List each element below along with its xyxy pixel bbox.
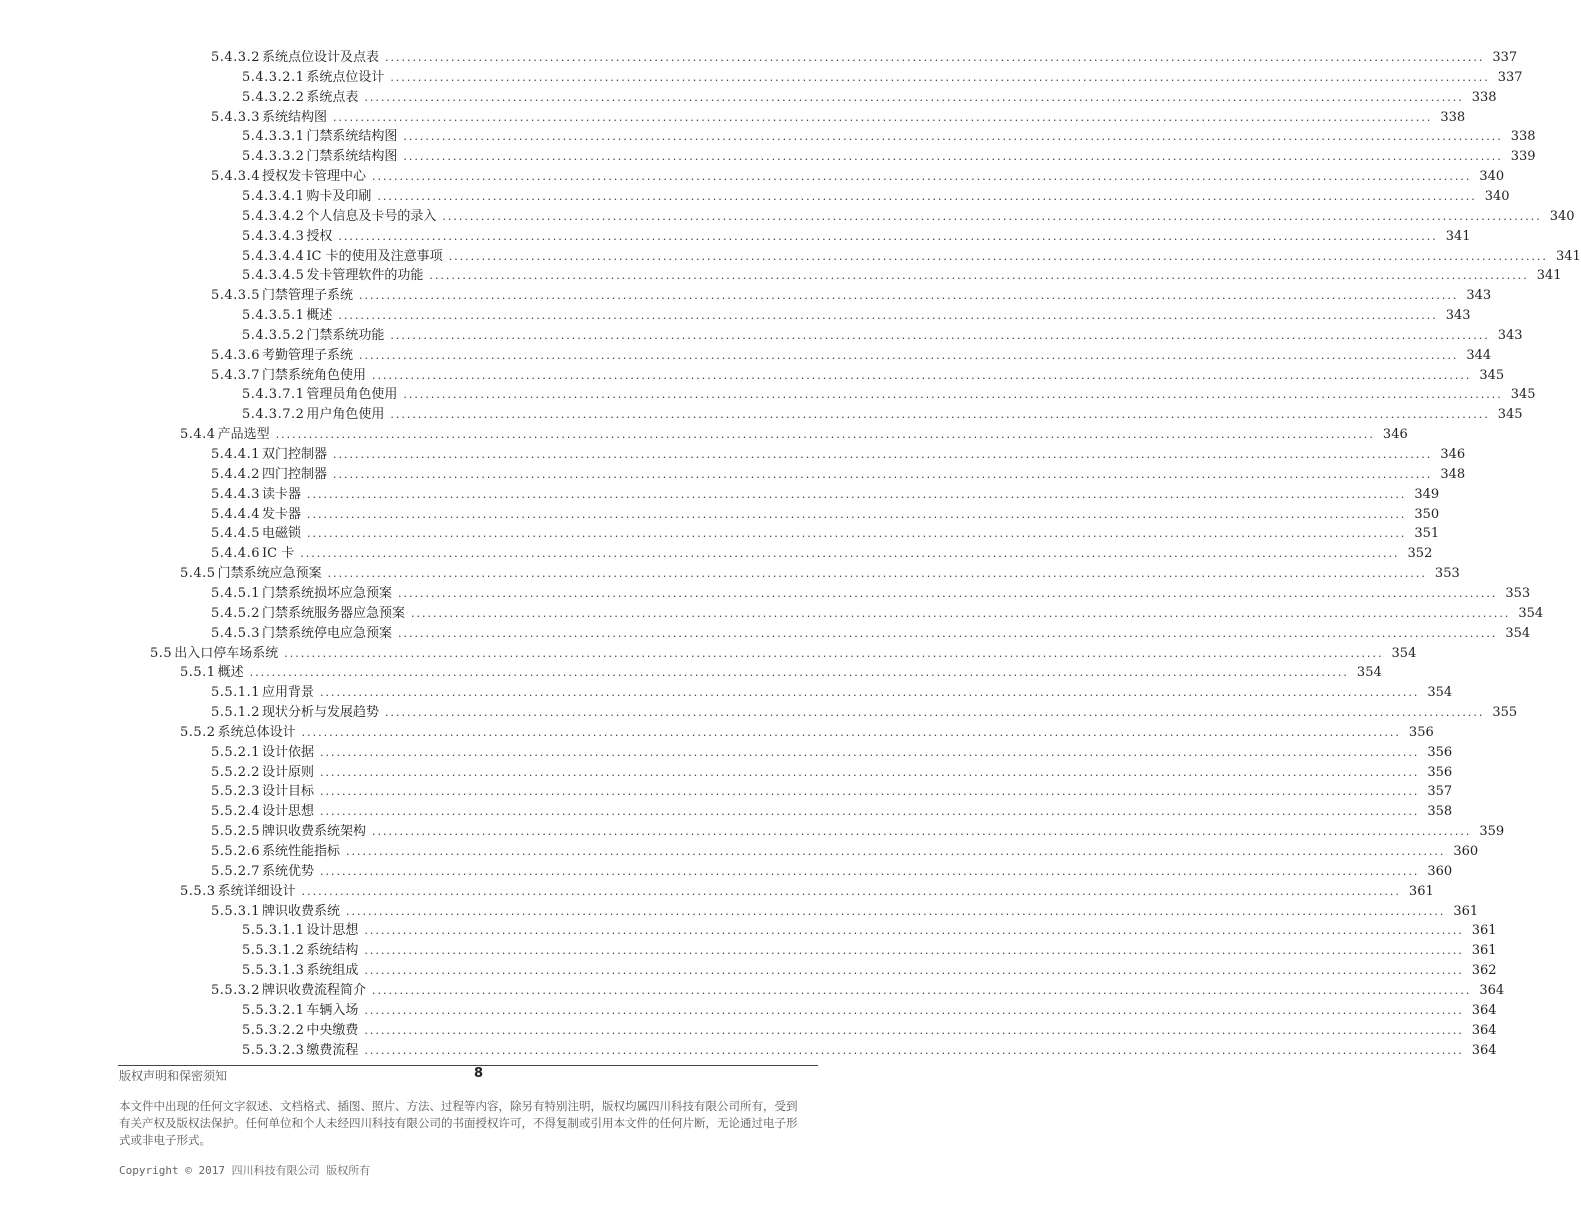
- page-number: 8: [474, 1066, 484, 1081]
- toc-entry-number: 5.5.3.2.2: [242, 1022, 305, 1038]
- toc-dot-leader: ........................................................................................................................................................................................................: [390, 408, 1490, 422]
- toc-entry[interactable]: [242, 88, 1497, 108]
- toc-entry-page: 345: [1479, 367, 1505, 383]
- toc-entry-page: 354: [1518, 605, 1544, 621]
- toc-entry-page: 364: [1471, 1022, 1497, 1038]
- toc-entry-number: 5.4.3.6: [211, 347, 260, 363]
- toc-entry-number: 5.5.2.6: [211, 844, 260, 859]
- toc-entry-number: 5.4.4.1: [211, 447, 260, 462]
- toc-entry[interactable]: [211, 782, 1453, 802]
- toc-dot-leader: ........................................................................................................................................................................................................: [372, 368, 1472, 382]
- toc-dot-leader: ........................................................................................................................................................................................................: [320, 745, 1420, 759]
- toc-entry[interactable]: [211, 485, 1440, 505]
- toc-dot-leader: ........................................................................................................................................................................................................: [429, 269, 1529, 283]
- toc-entry[interactable]: [211, 902, 1479, 922]
- toc-dot-leader: ........................................................................................................................................................................................................: [346, 845, 1446, 858]
- toc-entry-title: 系统性能指标: [261, 844, 340, 859]
- toc-entry[interactable]: [211, 445, 1466, 465]
- toc-entry-number: 5.4.5.3: [211, 625, 260, 641]
- toc-entry-number: 5.4.3.5: [211, 288, 260, 304]
- toc-dot-leader: ........................................................................................................................................................................................................: [301, 725, 1401, 739]
- toc-entry-title: 牌识收费系统架构: [261, 824, 366, 840]
- toc-entry-number: 5.4.3.2.1: [242, 69, 305, 85]
- toc-dot-leader: ........................................................................................................................................................................................................: [307, 527, 1407, 541]
- toc-entry-title: 发卡管理软件的功能: [306, 268, 424, 284]
- toc-entry-title: 门禁系统应急预案: [217, 566, 322, 582]
- toc-entry-page: 340: [1549, 208, 1575, 224]
- toc-entry[interactable]: [211, 683, 1453, 703]
- toc-entry-page: 343: [1497, 327, 1523, 343]
- toc-entry-title: 双门控制器: [261, 447, 327, 462]
- toc-dot-leader: ........................................................................................................................................................................................................: [398, 626, 1498, 640]
- toc-entry-number: 5.5.3.2.1: [242, 1002, 305, 1018]
- toc-entry-page: 338: [1440, 109, 1466, 125]
- toc-dot-leader: ........................................................................................................................................................................................................: [346, 904, 1446, 918]
- toc-dot-leader: ........................................................................................................................................................................................................: [390, 328, 1490, 342]
- toc-entry[interactable]: [211, 842, 1479, 862]
- toc-entry-title: 系统组成: [306, 963, 359, 979]
- toc-entry-number: 5.4.4.5: [211, 526, 260, 542]
- toc-dot-leader: ........................................................................................................................................................................................................: [333, 467, 1433, 481]
- toc-entry-page: 354: [1391, 645, 1417, 661]
- toc-dot-leader: ........................................................................................................................................................................................................: [411, 606, 1511, 620]
- toc-entry[interactable]: [242, 921, 1497, 941]
- toc-entry[interactable]: [211, 584, 1531, 604]
- toc-entry[interactable]: [211, 346, 1492, 366]
- toc-entry[interactable]: [242, 247, 1581, 267]
- toc-entry-title: 发卡器: [261, 506, 301, 522]
- toc-entry[interactable]: [211, 802, 1453, 822]
- toc-entry-number: 5.4.3.4.5: [242, 268, 305, 284]
- toc-entry[interactable]: [180, 564, 1460, 584]
- toc-entry[interactable]: [180, 882, 1434, 902]
- toc-entry-title: 系统点位设计: [306, 69, 385, 85]
- toc-entry-page: 361: [1471, 923, 1497, 939]
- toc-entry-page: 340: [1484, 188, 1510, 204]
- toc-entry-title: 系统总体设计: [217, 724, 296, 740]
- toc-entry-number: 5.4.3.4: [211, 169, 260, 185]
- toc-entry[interactable]: [211, 743, 1453, 763]
- toc-dot-leader: ........................................................................................................................................................................................................: [301, 884, 1401, 898]
- toc-entry-page: 361: [1471, 943, 1497, 959]
- toc-entry-title: 读卡器: [261, 486, 301, 502]
- toc-entry[interactable]: [242, 266, 1562, 286]
- toc-entry-title: 系统优势: [261, 863, 314, 879]
- toc-entry-title: 应用背景: [261, 685, 314, 701]
- toc-entry-title: 门禁系统结构图: [306, 129, 398, 145]
- toc-entry-number: 5.5.2.3: [211, 784, 260, 800]
- toc-entry-number: 5.4.3.7.1: [242, 387, 305, 403]
- toc-entry[interactable]: [211, 505, 1440, 525]
- toc-entry-number: 5.4.3.3.1: [242, 129, 305, 145]
- toc-dot-leader: ........................................................................................................................................................................................................: [377, 189, 1477, 203]
- toc-dot-leader: ........................................................................................................................................................................................................: [275, 428, 1375, 442]
- toc-dot-leader: ........................................................................................................................................................................................................: [320, 785, 1420, 799]
- toc-entry[interactable]: [242, 1021, 1497, 1041]
- toc-dot-leader: ........................................................................................................................................................................................................: [249, 666, 1349, 680]
- toc-entry[interactable]: [211, 862, 1453, 882]
- toc-entry[interactable]: [211, 763, 1453, 783]
- toc-entry[interactable]: [242, 961, 1497, 981]
- toc-entry[interactable]: [211, 167, 1505, 187]
- toc-entry-number: 5.4.3.2.2: [242, 89, 305, 105]
- toc-entry[interactable]: [242, 227, 1471, 247]
- toc-entry[interactable]: [211, 822, 1505, 842]
- toc-dot-leader: ........................................................................................................................................................................................................: [307, 507, 1407, 521]
- toc-dot-leader: ........................................................................................................................................................................................................: [320, 805, 1420, 819]
- toc-entry-number: 5.4.3.7: [211, 367, 260, 383]
- toc-dot-leader: ........................................................................................................................................................................................................: [333, 110, 1433, 124]
- toc-entry-number: 5.4.3.3: [211, 109, 260, 125]
- toc-entry[interactable]: [211, 286, 1492, 306]
- toc-dot-leader: ........................................................................................................................................................................................................: [284, 646, 1384, 660]
- toc-entry[interactable]: [242, 207, 1575, 227]
- toc-entry-page: 354: [1505, 625, 1531, 641]
- toc-entry-title: 设计思想: [261, 804, 314, 820]
- toc-entry-page: 341: [1555, 248, 1581, 264]
- toc-entry-number: 5.5.3.1.3: [242, 963, 305, 979]
- toc-dot-leader: ........................................................................................................................................................................................................: [364, 944, 1464, 958]
- toc-entry-number: 5.5.3.1.1: [242, 923, 305, 939]
- toc-entry-number: 5.5.3.2: [211, 982, 260, 998]
- toc-entry-title: 设计原则: [261, 764, 314, 780]
- toc-entry[interactable]: [211, 604, 1544, 624]
- toc-dot-leader: ........................................................................................................................................................................................................: [364, 964, 1464, 978]
- toc-dot-leader: ........................................................................................................................................................................................................: [327, 567, 1427, 581]
- toc-entry-number: 5.4.4.3: [211, 486, 260, 502]
- toc-entry-page: 356: [1408, 724, 1434, 740]
- toc-entry-title: 四门控制器: [261, 466, 327, 482]
- toc-entry[interactable]: [211, 703, 1518, 723]
- toc-entry-number: 5.5.3.1.2: [242, 943, 305, 959]
- toc-entry-title: 管理员角色使用: [306, 387, 398, 403]
- toc-dot-leader: ........................................................................................................................................................................................................: [320, 686, 1420, 700]
- toc-entry-number: 5.4.4.4: [211, 506, 260, 522]
- toc-entry-title: 系统点位设计及点表: [261, 50, 379, 65]
- toc-dot-leader: ........................................................................................................................................................................................................: [307, 487, 1407, 501]
- toc-dot-leader: ........................................................................................................................................................................................................: [385, 51, 1485, 64]
- toc-entry-number: 5.5.1.1: [211, 685, 260, 701]
- toc-entry-title: 系统结构图: [261, 109, 327, 125]
- toc-entry-number: 5.5: [150, 645, 173, 661]
- toc-entry-number: 5.5.1.2: [211, 705, 260, 721]
- toc-dot-leader: ........................................................................................................................................................................................................: [442, 209, 1542, 223]
- toc-entry-number: 5.5.2.4: [211, 804, 260, 820]
- toc-entry-title: 门禁系统功能: [306, 327, 385, 343]
- toc-entry-page: 349: [1414, 486, 1440, 502]
- toc-entry-page: 338: [1471, 89, 1497, 105]
- toc-entry-number: 5.5.3.1: [211, 903, 260, 919]
- toc-entry-page: 356: [1427, 744, 1453, 760]
- toc-entry-page: 343: [1466, 288, 1492, 304]
- toc-entry-page: 361: [1408, 883, 1434, 899]
- toc-entry[interactable]: [211, 981, 1505, 1001]
- toc-entry-title: 门禁系统角色使用: [261, 367, 366, 383]
- toc-entry-title: 授权: [306, 228, 333, 244]
- toc-entry-page: 351: [1414, 526, 1440, 542]
- toc-entry[interactable]: [242, 941, 1497, 961]
- toc-entry-title: 车辆入场: [306, 1002, 359, 1018]
- toc-entry[interactable]: [211, 544, 1433, 564]
- toc-entry-number: 5.4.3.5.2: [242, 327, 305, 343]
- toc-entry-number: 5.4.5.1: [211, 585, 260, 601]
- toc-dot-leader: ........................................................................................................................................................................................................: [372, 825, 1472, 839]
- toc-entry[interactable]: [211, 108, 1466, 128]
- toc-dot-leader: ........................................................................................................................................................................................................: [364, 1043, 1464, 1057]
- toc-entry-page: 360: [1427, 863, 1453, 879]
- toc-entry-page: 356: [1427, 764, 1453, 780]
- toc-entry[interactable]: [180, 425, 1408, 445]
- toc-entry[interactable]: [180, 663, 1382, 683]
- toc-entry-number: 5.5.2.5: [211, 824, 260, 840]
- toc-entry-title: 牌识收费流程简介: [261, 982, 366, 998]
- toc-entry-number: 5.4.3.4.1: [242, 188, 305, 204]
- toc-entry-title: 考勤管理子系统: [261, 347, 353, 363]
- toc-entry-page: 344: [1466, 347, 1492, 363]
- toc-entry-page: 362: [1471, 963, 1497, 979]
- toc-entry-title: 中央缴费: [306, 1022, 359, 1038]
- toc-entry[interactable]: [242, 127, 1536, 147]
- toc-entry-number: 5.4.3.4.3: [242, 228, 305, 244]
- toc-entry-title: 概述: [306, 308, 333, 324]
- toc-dot-leader: ........................................................................................................................................................................................................: [364, 1003, 1464, 1017]
- toc-entry-page: 355: [1492, 705, 1518, 721]
- toc-entry-page: 353: [1505, 585, 1531, 601]
- toc-entry-number: 5.5.2.2: [211, 764, 260, 780]
- toc-dot-leader: ........................................................................................................................................................................................................: [320, 864, 1420, 878]
- toc-entry-page: 354: [1427, 685, 1453, 701]
- toc-entry-page: 346: [1382, 427, 1408, 443]
- toc-entry[interactable]: [242, 1001, 1497, 1021]
- toc-dot-leader: ........................................................................................................................................................................................................: [364, 1023, 1464, 1037]
- toc-entry-number: 5.5.2: [180, 724, 216, 740]
- toc-entry-title: 门禁系统服务器应急预案: [261, 605, 405, 621]
- footer-divider: [118, 1065, 818, 1066]
- toc-entry-number: 5.4.5: [180, 566, 216, 582]
- footer-label: 版权声明和保密须知: [119, 1069, 228, 1083]
- toc-dot-leader: ........................................................................................................................................................................................................: [403, 150, 1503, 164]
- toc-entry-page: 358: [1427, 804, 1453, 820]
- toc-entry-page: 350: [1414, 506, 1440, 522]
- toc-entry[interactable]: [211, 524, 1440, 544]
- toc-entry-number: 5.4.3.7.2: [242, 407, 305, 423]
- toc-entry-number: 5.5.2.1: [211, 744, 260, 760]
- toc-entry-title: IC 卡: [261, 546, 295, 562]
- toc-entry[interactable]: [211, 366, 1505, 386]
- toc-entry-page: 364: [1471, 1042, 1497, 1058]
- toc-entry-page: 340: [1479, 169, 1505, 185]
- toc-entry-number: 5.4.4: [180, 427, 216, 443]
- toc-entry[interactable]: [211, 465, 1466, 485]
- toc-entry[interactable]: [242, 385, 1536, 405]
- toc-dot-leader: ........................................................................................................................................................................................................: [403, 130, 1503, 144]
- toc-entry[interactable]: [242, 1041, 1497, 1061]
- confidentiality-notice: 本文件中出现的任何文字叙述、文档格式、插图、照片、方法、过程等内容，除另有特别注明，版权均属四川科技有限公司所有，受到有关产权及版权法保护。任何单位和个人未经四川科技有限公司的书面授权许可，不得复制或引用本文件的任何片断，无论通过电子形式或非电子形式。: [119, 1099, 798, 1147]
- toc-dot-leader: ........................................................................................................................................................................................................: [364, 924, 1464, 938]
- toc-entry-title: 牌识收费系统: [261, 903, 340, 919]
- toc-entry-title: 系统结构: [306, 943, 359, 959]
- toc-entry-page: 341: [1445, 228, 1471, 244]
- toc-entry-page: 343: [1445, 308, 1471, 324]
- toc-dot-leader: ........................................................................................................................................................................................................: [333, 448, 1433, 461]
- toc-dot-leader: ........................................................................................................................................................................................................: [403, 388, 1503, 402]
- toc-entry-page: 348: [1440, 466, 1466, 482]
- toc-dot-leader: ........................................................................................................................................................................................................: [385, 706, 1485, 720]
- toc-entry-title: 设计目标: [261, 784, 314, 800]
- toc-entry-title: 设计思想: [306, 923, 359, 939]
- toc-dot-leader: ........................................................................................................................................................................................................: [320, 765, 1420, 779]
- toc-entry-page: 357: [1427, 784, 1453, 800]
- toc-entry-title: 门禁系统结构图: [306, 149, 398, 165]
- toc-entry-title: 购卡及印刷: [306, 188, 372, 204]
- toc-entry-number: 5.4.3.5.1: [242, 308, 305, 324]
- toc-entry-number: 5.5.1: [180, 665, 216, 681]
- toc-dot-leader: ........................................................................................................................................................................................................: [338, 229, 1438, 243]
- toc-entry-title: 门禁系统损坏应急预案: [261, 585, 392, 601]
- toc-entry-page: 364: [1471, 1002, 1497, 1018]
- toc-entry[interactable]: [211, 48, 1518, 68]
- toc-dot-leader: ........................................................................................................................................................................................................: [359, 348, 1459, 362]
- toc-entry-title: 设计依据: [261, 744, 314, 760]
- toc-entry-page: 337: [1492, 50, 1518, 65]
- toc-entry-number: 5.5.3.2.3: [242, 1042, 305, 1058]
- toc-entry-number: 5.4.3.4.4: [242, 248, 305, 264]
- toc-entry-page: 352: [1407, 546, 1433, 562]
- toc-entry-page: 354: [1356, 665, 1382, 681]
- toc-entry-page: 346: [1440, 447, 1466, 462]
- toc-entry-title: 授权发卡管理中心: [261, 169, 366, 185]
- toc-entry-title: 门禁系统停电应急预案: [261, 625, 392, 641]
- toc-entry[interactable]: [242, 326, 1523, 346]
- toc-entry-title: 现状分析与发展趋势: [261, 705, 379, 721]
- toc-entry-number: 5.4.3.4.2: [242, 208, 305, 224]
- toc-entry-page: 337: [1497, 69, 1523, 85]
- toc-entry-title: 用户角色使用: [306, 407, 385, 423]
- toc-dot-leader: ........................................................................................................................................................................................................: [390, 70, 1490, 84]
- toc-entry[interactable]: [242, 147, 1536, 167]
- toc-dot-leader: ........................................................................................................................................................................................................: [300, 547, 1400, 561]
- toc-dot-leader: ........................................................................................................................................................................................................: [372, 983, 1472, 997]
- toc-entry[interactable]: [150, 644, 1417, 664]
- toc-entry-title: IC 卡的使用及注意事项: [306, 248, 443, 264]
- copyright-line: Copyright © 2017 四川科技有限公司 版权所有: [119, 1164, 371, 1177]
- toc-entry[interactable]: [180, 723, 1434, 743]
- toc-entry-number: 5.5.3: [180, 883, 216, 899]
- toc-entry[interactable]: [242, 306, 1471, 326]
- toc-entry-title: 概述: [217, 665, 244, 681]
- toc-dot-leader: ........................................................................................................................................................................................................: [448, 249, 1548, 263]
- toc-dot-leader: ........................................................................................................................................................................................................: [398, 586, 1498, 600]
- toc-entry-title: 电磁锁: [261, 526, 301, 542]
- toc-entry-page: 341: [1536, 268, 1562, 284]
- toc-entry-title: 系统点表: [306, 89, 359, 105]
- toc-entry-page: 345: [1497, 407, 1523, 423]
- toc-dot-leader: ........................................................................................................................................................................................................: [364, 90, 1464, 104]
- toc-entry-page: 338: [1510, 129, 1536, 145]
- toc-entry-page: 353: [1434, 566, 1460, 582]
- toc-entry-page: 345: [1510, 387, 1536, 403]
- toc-entry-title: 个人信息及卡号的录入: [306, 208, 437, 224]
- toc-dot-leader: ........................................................................................................................................................................................................: [338, 309, 1438, 323]
- toc-entry-page: 361: [1453, 903, 1479, 919]
- toc-entry-page: 359: [1479, 824, 1505, 840]
- toc-entry-title: 出入口停车场系统: [174, 645, 279, 661]
- toc-entry[interactable]: [211, 624, 1531, 644]
- toc-entry-page: 364: [1479, 982, 1505, 998]
- toc-entry-number: 5.4.4.6: [211, 546, 260, 562]
- toc-entry-page: 360: [1453, 844, 1479, 859]
- toc-entry[interactable]: [242, 68, 1523, 88]
- toc-entry-number: 5.4.3.2: [211, 50, 260, 65]
- toc-entry[interactable]: [242, 405, 1523, 425]
- toc-entry-title: 缴费流程: [306, 1042, 359, 1058]
- toc-entry[interactable]: [242, 187, 1510, 207]
- toc-dot-leader: ........................................................................................................................................................................................................: [359, 289, 1459, 303]
- toc-entry-number: 5.5.2.7: [211, 863, 260, 879]
- toc-entry-title: 产品选型: [217, 427, 270, 443]
- toc-entry-title: 系统详细设计: [217, 883, 296, 899]
- toc-entry-number: 5.4.3.3.2: [242, 149, 305, 165]
- toc-entry-number: 5.4.4.2: [211, 466, 260, 482]
- toc-entry-title: 门禁管理子系统: [261, 288, 353, 304]
- toc-dot-leader: ........................................................................................................................................................................................................: [372, 170, 1472, 184]
- toc-entry-page: 339: [1510, 149, 1536, 165]
- toc-entry-number: 5.4.5.2: [211, 605, 260, 621]
